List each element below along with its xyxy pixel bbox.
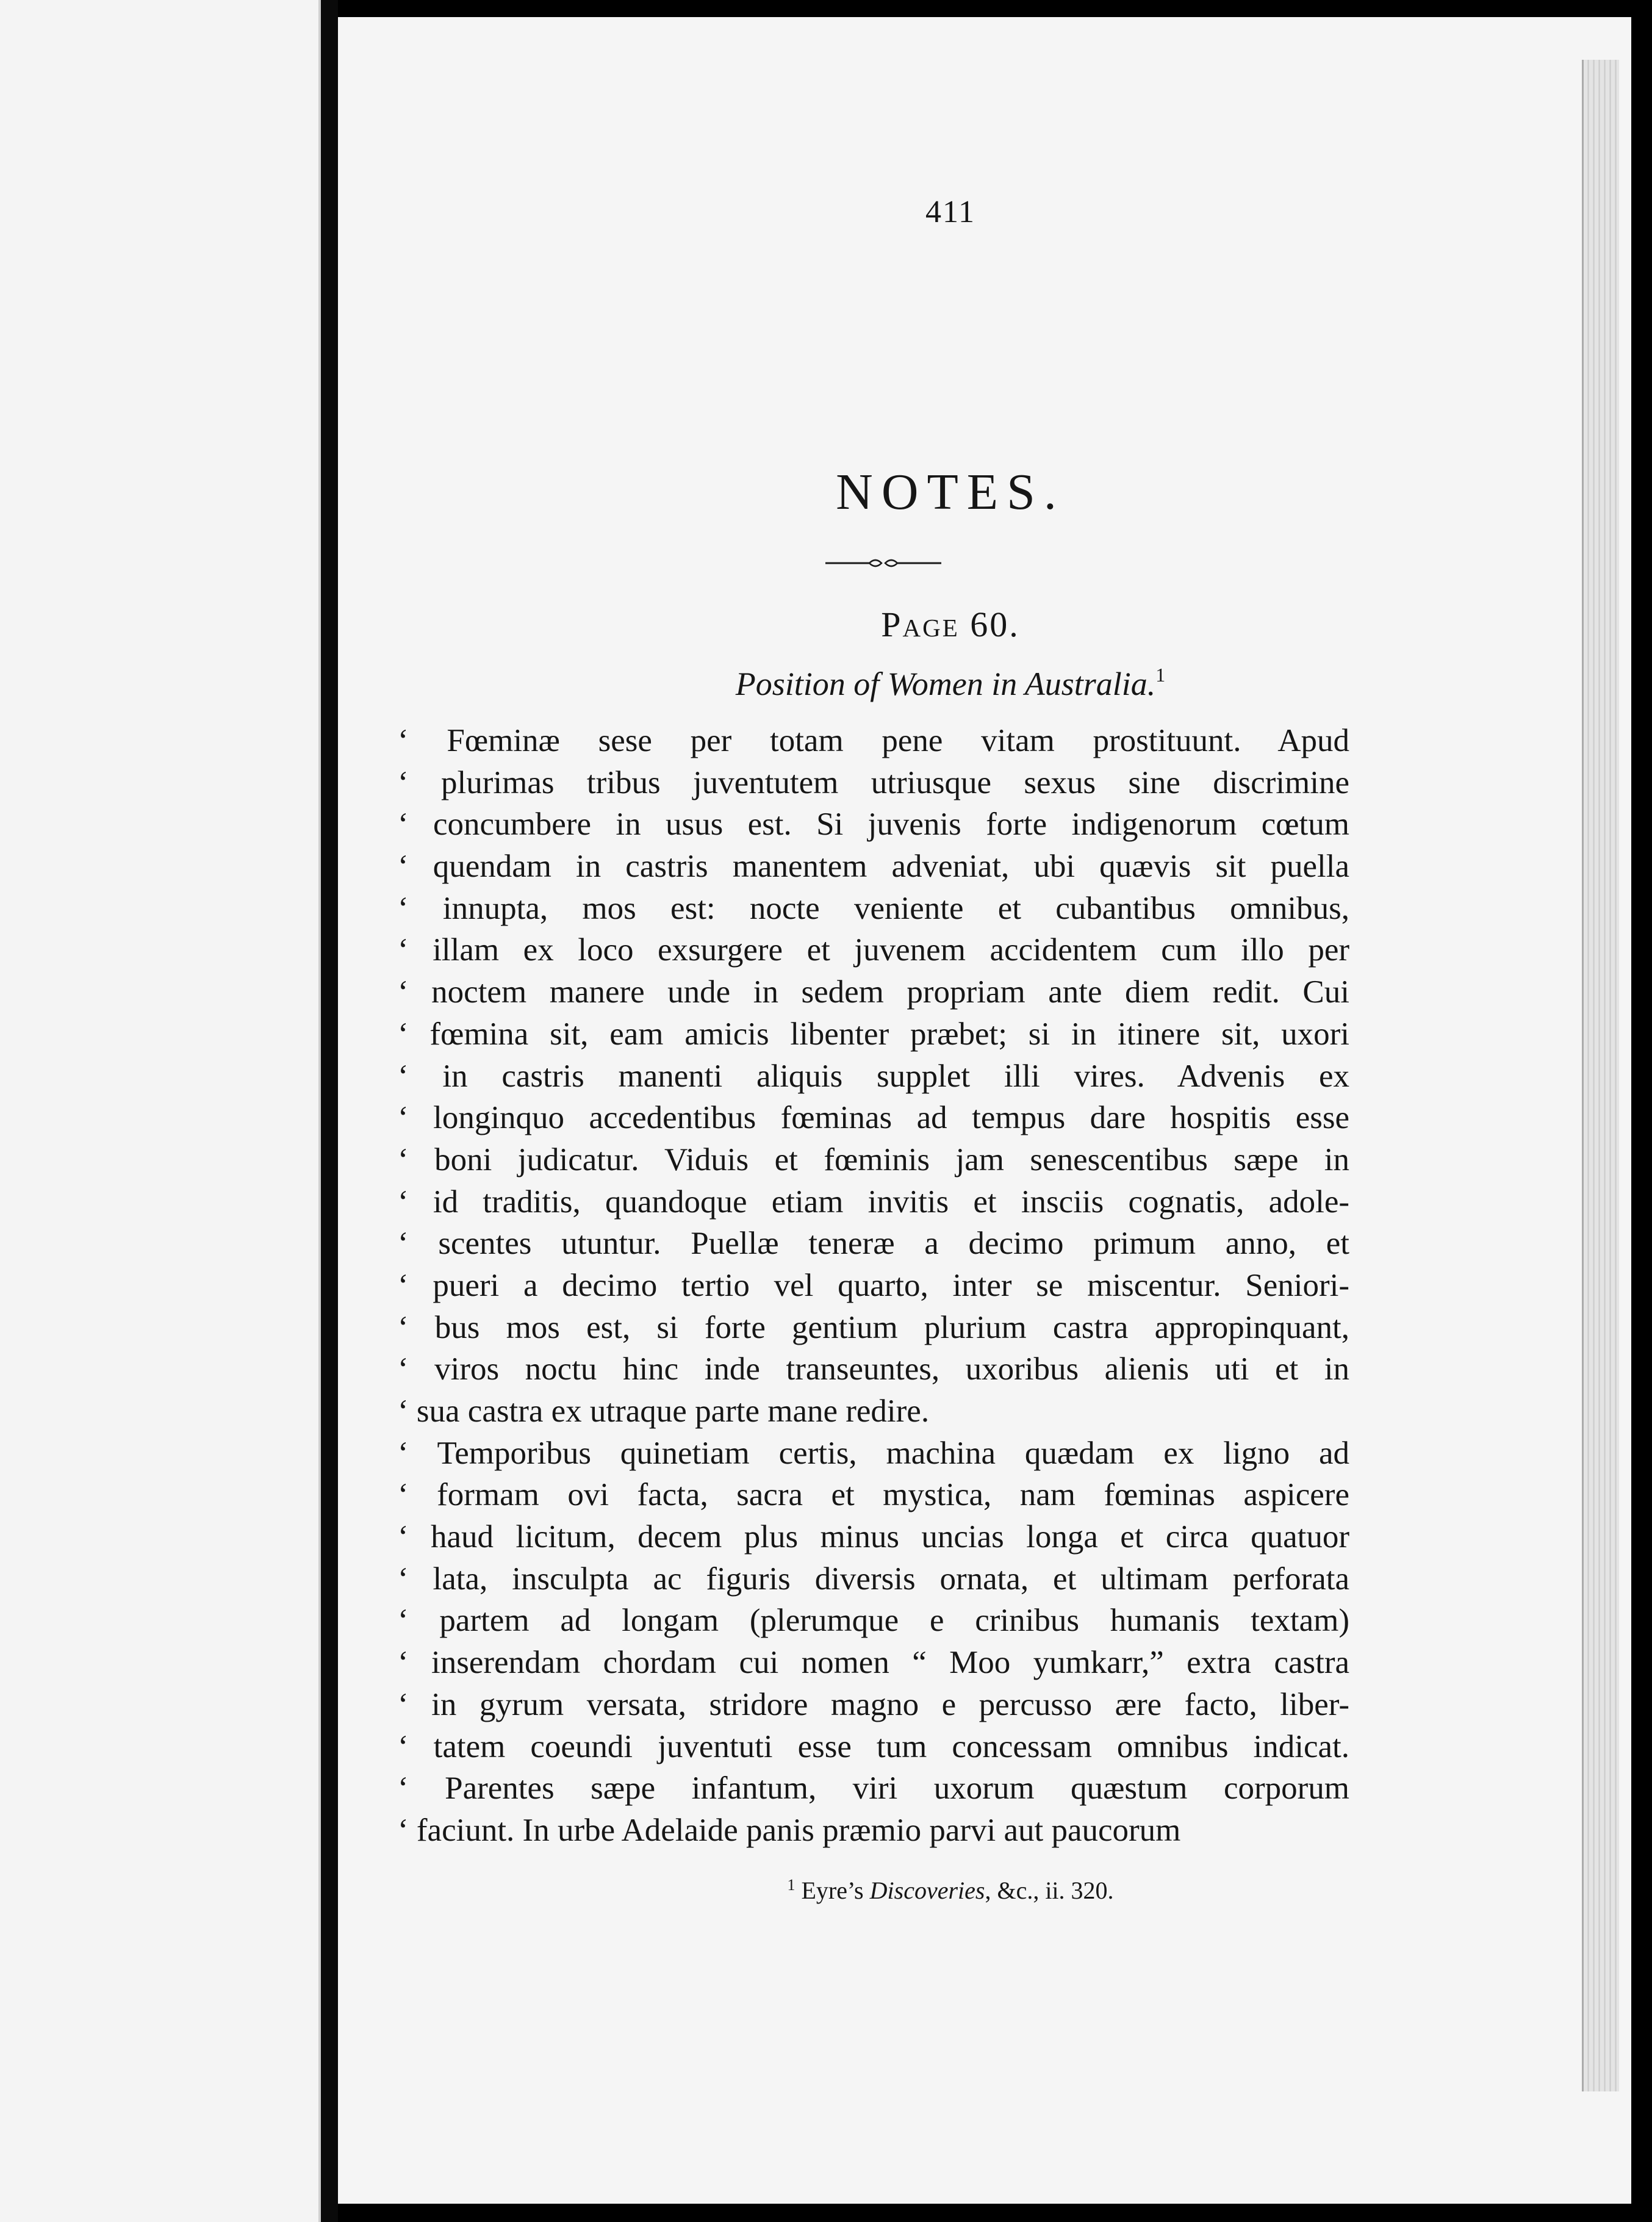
text-line: ‘ Fœminæ sese per totam pene vitam prostituunt. Apud <box>398 723 1349 758</box>
note-body <box>398 720 1349 1852</box>
text-line: ‘ pueri a decimo tertio vel quarto, inter se miscentur. Seniori- <box>398 1267 1349 1303</box>
text-line: ‘ haud licitum, decem plus minus uncias longa et circa quatuor <box>398 1519 1349 1555</box>
text-line: ‘ illam ex loco exsurgere et juvenem accidentem cum illo per <box>398 932 1349 968</box>
text-line: ‘ noctem manere unde in sedem propriam ante diem redit. Cui <box>398 974 1349 1010</box>
text-line: ‘ plurimas tribus juventutem utriusque sexus sine discrimine <box>398 764 1349 800</box>
note-title-text: Position of Women in Australia. <box>735 666 1156 702</box>
text-line: ‘ inserendam chordam cui nomen “ Moo yumkarr,” extra castra <box>398 1645 1349 1681</box>
page-number: 411 <box>925 195 976 229</box>
text-line: ‘ id traditis, quandoque etiam invitis et insciis cognatis, adole- <box>398 1184 1349 1220</box>
section-heading: NOTES. <box>836 464 1065 520</box>
text-line: ‘ in gyrum versata, stridore magno e percusso ære facto, liber- <box>398 1686 1349 1722</box>
ornament-divider <box>825 554 941 572</box>
text-line: ‘ Temporibus quinetiam certis, machina quædam ex ligno ad <box>398 1435 1349 1471</box>
book-gutter <box>321 0 338 2222</box>
note-page-reference: Page 60. <box>881 605 1020 644</box>
text-line: ‘ tatem coeundi juventuti esse tum concessam omnibus indicat. <box>398 1728 1349 1764</box>
text-line: ‘ faciunt. In urbe Adelaide panis præmio parvi aut paucorum <box>398 1812 1181 1848</box>
footnote-prefix: Eyre’s <box>801 1877 870 1904</box>
text-line: ‘ longinquo accedentibus fœminas ad tempus dare hospitis esse <box>398 1100 1349 1136</box>
footnote-title: Discoveries <box>869 1877 985 1904</box>
text-line: ‘ lata, insculpta ac figuris diversis ornata, et ultimam perforata <box>398 1561 1349 1597</box>
text-line: ‘ in castris manenti aliquis supplet illi vires. Advenis ex <box>398 1058 1349 1094</box>
text-line: ‘ Parentes sæpe infantum, viri uxorum quæstum corporum <box>398 1771 1349 1807</box>
text-line: ‘ bus mos est, si forte gentium plurium castra appropinquant, <box>398 1309 1349 1345</box>
text-line: ‘ viros noctu hinc inde transeuntes, uxoribus alienis uti et in <box>398 1351 1349 1387</box>
footnote-suffix: , &c., ii. 320. <box>985 1877 1114 1904</box>
text-line: ‘ boni judicatur. Viduis et fœminis jam senescentibus sæpe in <box>398 1142 1349 1178</box>
footnote-marker: 1 <box>1155 664 1166 686</box>
text-line: ‘ innupta, mos est: nocte veniente et cubantibus omnibus, <box>398 890 1349 926</box>
footnote-number: 1 <box>787 1876 795 1894</box>
text-line: ‘ fœmina sit, eam amicis libenter præbet; si in itinere sit, uxori <box>398 1016 1349 1052</box>
footnote <box>338 1876 1563 1905</box>
page-edges <box>1582 60 1619 2091</box>
text-line: ‘ formam ovi facta, sacra et mystica, nam fœminas aspicere <box>398 1477 1349 1513</box>
text-line: ‘ sua castra ex utraque parte mane redire. <box>398 1393 930 1429</box>
note-title <box>338 664 1563 703</box>
text-line: ‘ concumbere in usus est. Si juvenis forte indigenorum cœtum <box>398 807 1349 843</box>
text-line: ‘ quendam in castris manentem adveniat, ubi quævis sit puella <box>398 849 1349 885</box>
left-page <box>0 0 321 2222</box>
text-line: ‘ partem ad longam (plerumque e crinibus humanis textam) <box>398 1603 1349 1639</box>
text-line: ‘ scentes utuntur. Puellæ teneræ a decimo primum anno, et <box>398 1226 1349 1262</box>
